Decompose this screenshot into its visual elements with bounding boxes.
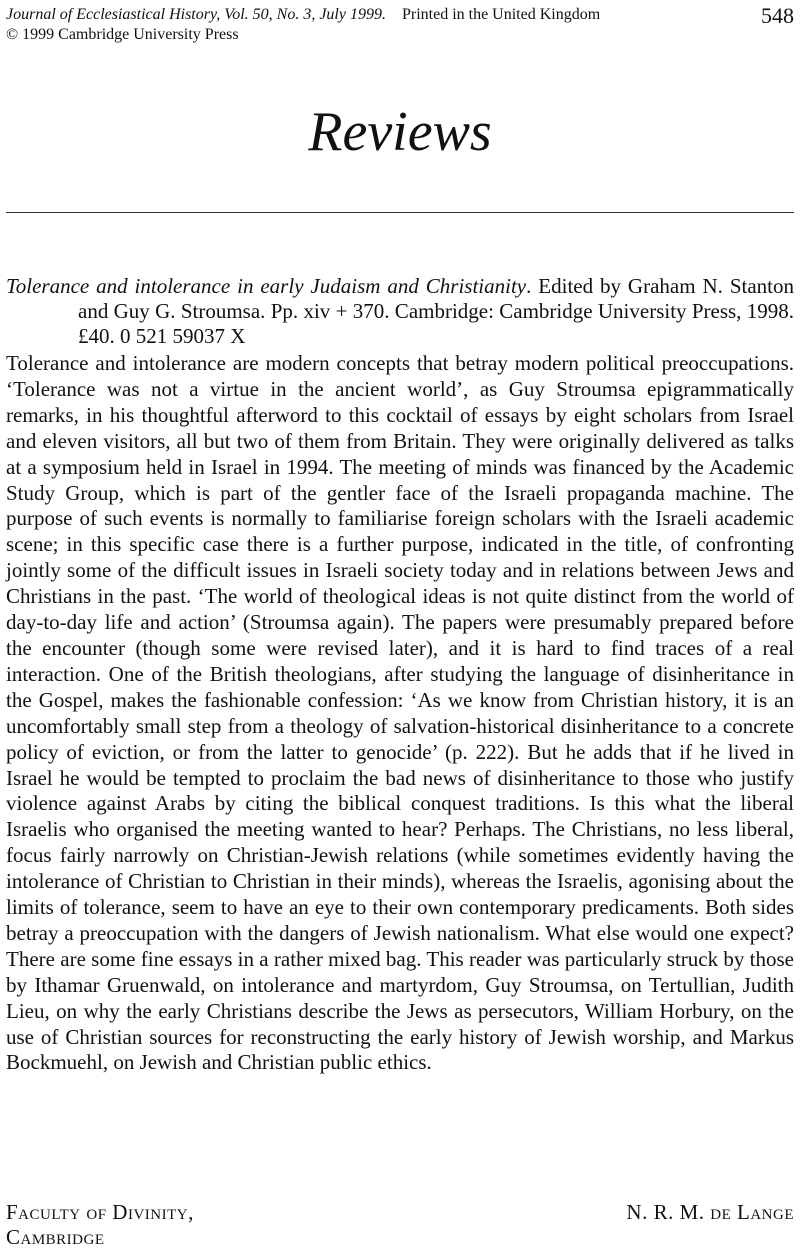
horizontal-rule [6,212,794,213]
affiliation-line-2: Cambridge [6,1225,105,1249]
citation-details: . Edited by Graham N. Stanton and Guy G. Stroumsa. Pp. xiv + 370. Cambridge: Cambridge University Press, 1998. £40. 0 521 59037 X [78,274,794,348]
running-header [6,5,794,49]
copyright-notice: © 1999 Cambridge University Press [6,26,239,43]
section-title: Reviews [308,101,492,163]
page-number: 548 [761,3,794,28]
reviewer-affiliation [6,1200,194,1250]
printed-notice: Printed in the United Kingdom [401,6,601,23]
reviewer-name: N. R. M. de Lange [626,1200,794,1224]
review-signature [6,1200,794,1247]
book-citation [6,274,794,349]
affiliation-line-1: Faculty of Divinity, [6,1200,194,1224]
journal-citation: Journal of Ecclesiastical History, Vol. 50, No. 3, July 1999. [6,6,386,23]
header-citation-line [6,5,600,25]
review-body: Tolerance and intolerance are modern concepts that betray modern political preoccupations. ‘Tolerance was not a virtue in the ancient world’, as Guy Stroumsa epigrammatically remarks, in his thoughtful afterword to this cocktail of essays by eight scholars from Israel and eleven visitors, all but two of them from Britain. They were originally delivered as talks at a symposium held in Israel in 1994. The meeting of minds was financed by the Academic Study Group, which is part of the gentler face of the Israeli propaganda machine. The purpose of such events is normally to familiarise foreign scholars with the Israeli academic scene; in this specific case there is a further purpose, indicated in the title, of confronting jointly some of the difficult issues in Israeli society today and in relations between Jews and Christians in the past. ‘The world of theological ideas is not quite distinct from the world of day-to-day life and action’ (Stroumsa again). The papers were presumably prepared before the encounter (though some were revised later), and it is hard to find traces of a real interaction. One of the British theologians, after studying the language of disinheritance in the Gospel, makes the fashionable confession: ‘As we know from Christian history, it is an uncomfortably small step from a theology of salvation-historical disinheritance to a concrete policy of eviction, or from the latter to genocide’ (p. 222). But he adds that if he lived in Israel he would be tempted to proclaim the bad news of disinheritance to those who justify violence against Arabs by citing the biblical conquest traditions. Is this what the liberal Israelis who organised the meeting wanted to hear? Perhaps. The Christians, no less liberal, focus fairly narrowly on Christian-Jewish relations (while sometimes evidently having the intolerance of Christian to Christian in their minds), whereas the Israelis, agonising about the limits of tolerance, seem to have an eye to their own contemporary predicaments. Both sides betray a preoccupation with the dangers of Jewish nationalism. What else would one expect? There are some fine essays in a rather mixed bag. This reader was particularly struck by those by Ithamar Gruenwald, on intolerance and martyrdom, Guy Stroumsa, on Tertullian, Judith Lieu, on why the early Christians describe the Jews as persecutors, William Horbury, on the use of Christian sources for reconstructing the early history of Jewish worship, and Markus Bockmuehl, on Jewish and Christian public ethics. [6,351,794,1075]
book-title: Tolerance and intolerance in early Judaism and Christianity [6,274,527,298]
